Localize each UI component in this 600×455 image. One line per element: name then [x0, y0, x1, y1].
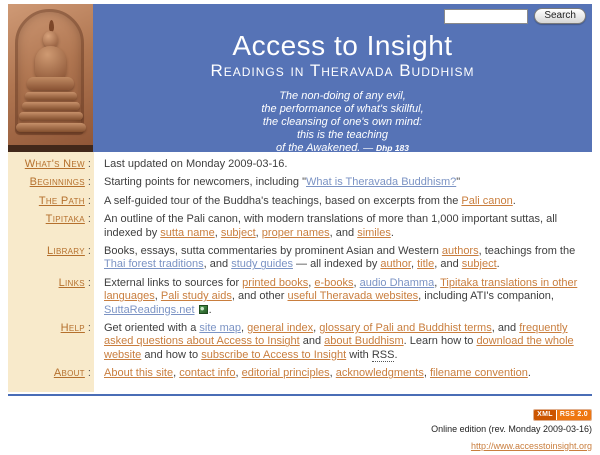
- description-text: ,: [240, 322, 248, 335]
- description-text: Starting points for newcomers, including ": [104, 176, 307, 189]
- quote-lines: [93, 90, 592, 155]
- quote-text: the cleansing of one's own mind:: [262, 116, 423, 129]
- description-text: Get oriented with a: [104, 322, 200, 335]
- description-text: ,: [313, 322, 320, 335]
- link-study-guides[interactable]: study guides: [231, 258, 293, 271]
- label-colon: :: [84, 276, 91, 289]
- description-text: ,: [410, 258, 418, 271]
- description-text: An outline of the Pali canon, with modern translations of more than 1,000 important suttas, all indexed by: [104, 213, 558, 239]
- label-colon: :: [84, 176, 91, 189]
- description-text: ,: [329, 367, 336, 380]
- label-colon: :: [84, 322, 91, 335]
- nav-label-help[interactable]: Help: [60, 322, 85, 335]
- description-text: , and: [203, 258, 232, 271]
- amulet-pedestal: [22, 102, 80, 110]
- description-text: ,: [214, 226, 221, 239]
- link-pali-canon[interactable]: Pali canon: [461, 194, 513, 207]
- description-text: — all indexed by: [292, 258, 381, 271]
- description-text: ,: [434, 276, 441, 289]
- nav-row: [8, 245, 592, 272]
- link-authors[interactable]: authors: [441, 245, 479, 258]
- link-general-index[interactable]: general index: [247, 322, 314, 335]
- description-text: ,: [235, 367, 242, 380]
- quote-text: this is the teaching: [296, 129, 389, 142]
- description-text: .: [527, 367, 531, 380]
- nav-description: [94, 195, 592, 208]
- amulet-base-band: [8, 145, 93, 152]
- link-about-buddhism[interactable]: about Buddhism: [324, 335, 404, 348]
- link-what-is-theravada-buddhism[interactable]: What is Theravada Buddhism?: [306, 176, 457, 189]
- nav-label-what-s-new[interactable]: What's New: [24, 158, 85, 170]
- quote-line: [93, 129, 592, 142]
- link-tipitaka-translations-in-other-languages[interactable]: Tipitaka translations in other languages: [104, 276, 578, 303]
- page-title: Access to Insight: [232, 30, 453, 61]
- description-text: External links to sources for: [104, 276, 243, 289]
- description-text: .: [512, 194, 516, 207]
- description-text: ": [456, 176, 461, 189]
- quote-text: of the Awakened.: [275, 142, 361, 155]
- quote-dash: —: [360, 143, 376, 155]
- site-url-link[interactable]: http://www.accesstoinsight.org: [470, 440, 592, 451]
- description-text: ,: [308, 276, 315, 289]
- nav-row: [8, 176, 592, 189]
- buddha-amulet-image: [8, 4, 93, 152]
- nav-label-links[interactable]: Links: [58, 276, 85, 289]
- description-text: ,: [173, 367, 180, 380]
- description-text: ,: [154, 290, 161, 303]
- nav-description: [94, 322, 592, 362]
- search-bar: [444, 8, 586, 24]
- edition-note: Online edition (rev. Monday 2009-03-16): [431, 423, 592, 434]
- link-subject[interactable]: subject: [220, 226, 256, 239]
- amulet-pedestal: [16, 123, 86, 132]
- nav-label-cell: [8, 195, 94, 208]
- description-text: , and other: [231, 290, 288, 303]
- link-e-books[interactable]: e-books: [314, 276, 354, 289]
- label-colon: :: [84, 158, 91, 170]
- description-text: , teachings from the: [478, 245, 576, 258]
- nav-label-cell: [8, 322, 94, 362]
- nav-description: [94, 176, 592, 189]
- header-main: [93, 4, 592, 155]
- link-audio-dhamma[interactable]: audio Dhamma: [359, 276, 435, 289]
- amulet-pedestal: [19, 112, 83, 120]
- amulet-lap: [27, 77, 74, 90]
- description-text: , including ATI's companion,: [418, 290, 554, 303]
- suttareadings-external-icon[interactable]: [199, 305, 208, 314]
- nav-description: [94, 213, 592, 240]
- label-colon: :: [84, 194, 91, 207]
- quote-line: [93, 116, 592, 129]
- description-text: .: [208, 303, 212, 316]
- link-author[interactable]: author: [380, 258, 411, 271]
- link-title[interactable]: title: [417, 258, 435, 271]
- nav-row: [8, 213, 592, 240]
- description-text: ,: [255, 226, 262, 239]
- label-colon: :: [84, 367, 91, 380]
- abbr-rss: RSS: [371, 348, 395, 361]
- description-text: ,: [353, 276, 360, 289]
- description-text: .: [390, 226, 394, 239]
- description-text: .: [394, 348, 398, 361]
- search-button[interactable]: Search: [534, 8, 586, 24]
- rss-badge-label: RSS 2.0: [557, 410, 591, 421]
- link-frequently-asked-questions-about-access-to-insight[interactable]: frequently asked questions about Access to Insight: [104, 322, 568, 348]
- description-text: and: [299, 335, 325, 348]
- quote-citation-link[interactable]: Dhp 183: [375, 143, 410, 154]
- description-text: , and: [491, 322, 520, 335]
- amulet-torso: [35, 46, 66, 80]
- site-header: [8, 4, 592, 155]
- link-editorial-principles[interactable]: editorial principles: [241, 367, 330, 380]
- quote-line: [93, 142, 592, 155]
- nav-label-about[interactable]: About: [53, 367, 85, 380]
- link-glossary-of-pali-and-buddhist-terms[interactable]: glossary of Pali and Buddhist terms: [319, 322, 492, 335]
- link-printed-books[interactable]: printed books: [242, 276, 309, 289]
- rss-feed-badge[interactable]: [533, 409, 592, 422]
- nav-label-cell: [8, 277, 94, 317]
- nav-description: [94, 277, 592, 317]
- nav-description: [94, 158, 592, 171]
- nav-label-tipitaka[interactable]: Tipitaka: [45, 213, 85, 226]
- link-filename-convention[interactable]: filename convention: [429, 367, 528, 380]
- quote-line: [93, 103, 592, 116]
- nav-label-cell: [8, 245, 94, 272]
- link-proper-names[interactable]: proper names: [261, 226, 330, 239]
- description-text: Last updated on Monday 2009-03-16.: [104, 158, 288, 170]
- description-text: with: [346, 348, 372, 361]
- description-text: [195, 304, 198, 316]
- description-text: , and: [329, 226, 358, 239]
- nav-row: [8, 367, 592, 380]
- description-text: . Learn how to: [403, 335, 477, 348]
- footer: [8, 396, 592, 455]
- link-similes[interactable]: similes: [357, 226, 391, 239]
- link-subject[interactable]: subject: [461, 258, 497, 271]
- link-contact-info[interactable]: contact info: [179, 367, 236, 380]
- label-colon: :: [84, 245, 91, 258]
- link-about-this-site[interactable]: About this site: [104, 367, 174, 380]
- nav-description: [94, 367, 592, 380]
- quote-line: [93, 90, 592, 103]
- nav-row: [8, 158, 592, 171]
- link-thai-forest-traditions[interactable]: Thai forest traditions: [104, 258, 204, 271]
- link-acknowledgments[interactable]: acknowledgments: [335, 367, 424, 380]
- link-useful-theravada-websites[interactable]: useful Theravada websites: [287, 290, 419, 303]
- amulet-pedestal: [25, 92, 77, 100]
- nav-row: [8, 277, 592, 317]
- nav-label-cell: [8, 367, 94, 380]
- description-text: and how to: [141, 348, 202, 361]
- nav-label-beginnings[interactable]: Beginnings: [29, 176, 85, 189]
- nav-row: [8, 322, 592, 362]
- quote-text: the performance of what's skillful,: [261, 103, 424, 116]
- link-download-the-whole-website[interactable]: download the whole website: [104, 335, 574, 361]
- nav-label-the-path[interactable]: The Path: [38, 194, 85, 207]
- xml-badge-label: XML: [534, 410, 556, 421]
- link-subscribe-to-access-to-insight[interactable]: subscribe to Access to Insight: [201, 348, 347, 361]
- nav-label-cell: [8, 213, 94, 240]
- label-colon: :: [84, 213, 91, 226]
- description-text: ,: [423, 367, 430, 380]
- link-sutta-name[interactable]: sutta name: [160, 226, 215, 239]
- link-pali-study-aids[interactable]: Pali study aids: [160, 290, 232, 303]
- nav-description: [94, 245, 592, 272]
- description-text: A self-guided tour of the Buddha's teachings, based on excerpts from the: [104, 194, 462, 207]
- link-site-map[interactable]: site map: [199, 322, 241, 335]
- nav-label-library[interactable]: Library: [47, 245, 85, 258]
- quote-text: The non-doing of any evil,: [279, 90, 406, 103]
- search-input[interactable]: [444, 9, 528, 24]
- nav-rows: [8, 152, 592, 392]
- page-subtitle: Readings in Theravada Buddhism: [210, 61, 475, 81]
- description-text: Books, essays, sutta commentaries by prominent Asian and Western: [104, 245, 442, 258]
- nav-row: [8, 195, 592, 208]
- nav-label-cell: [8, 158, 94, 171]
- description-text: , and: [434, 258, 462, 271]
- description-text: .: [496, 258, 500, 271]
- nav-label-cell: [8, 176, 94, 189]
- link-suttareadings-net[interactable]: SuttaReadings.net: [104, 303, 195, 316]
